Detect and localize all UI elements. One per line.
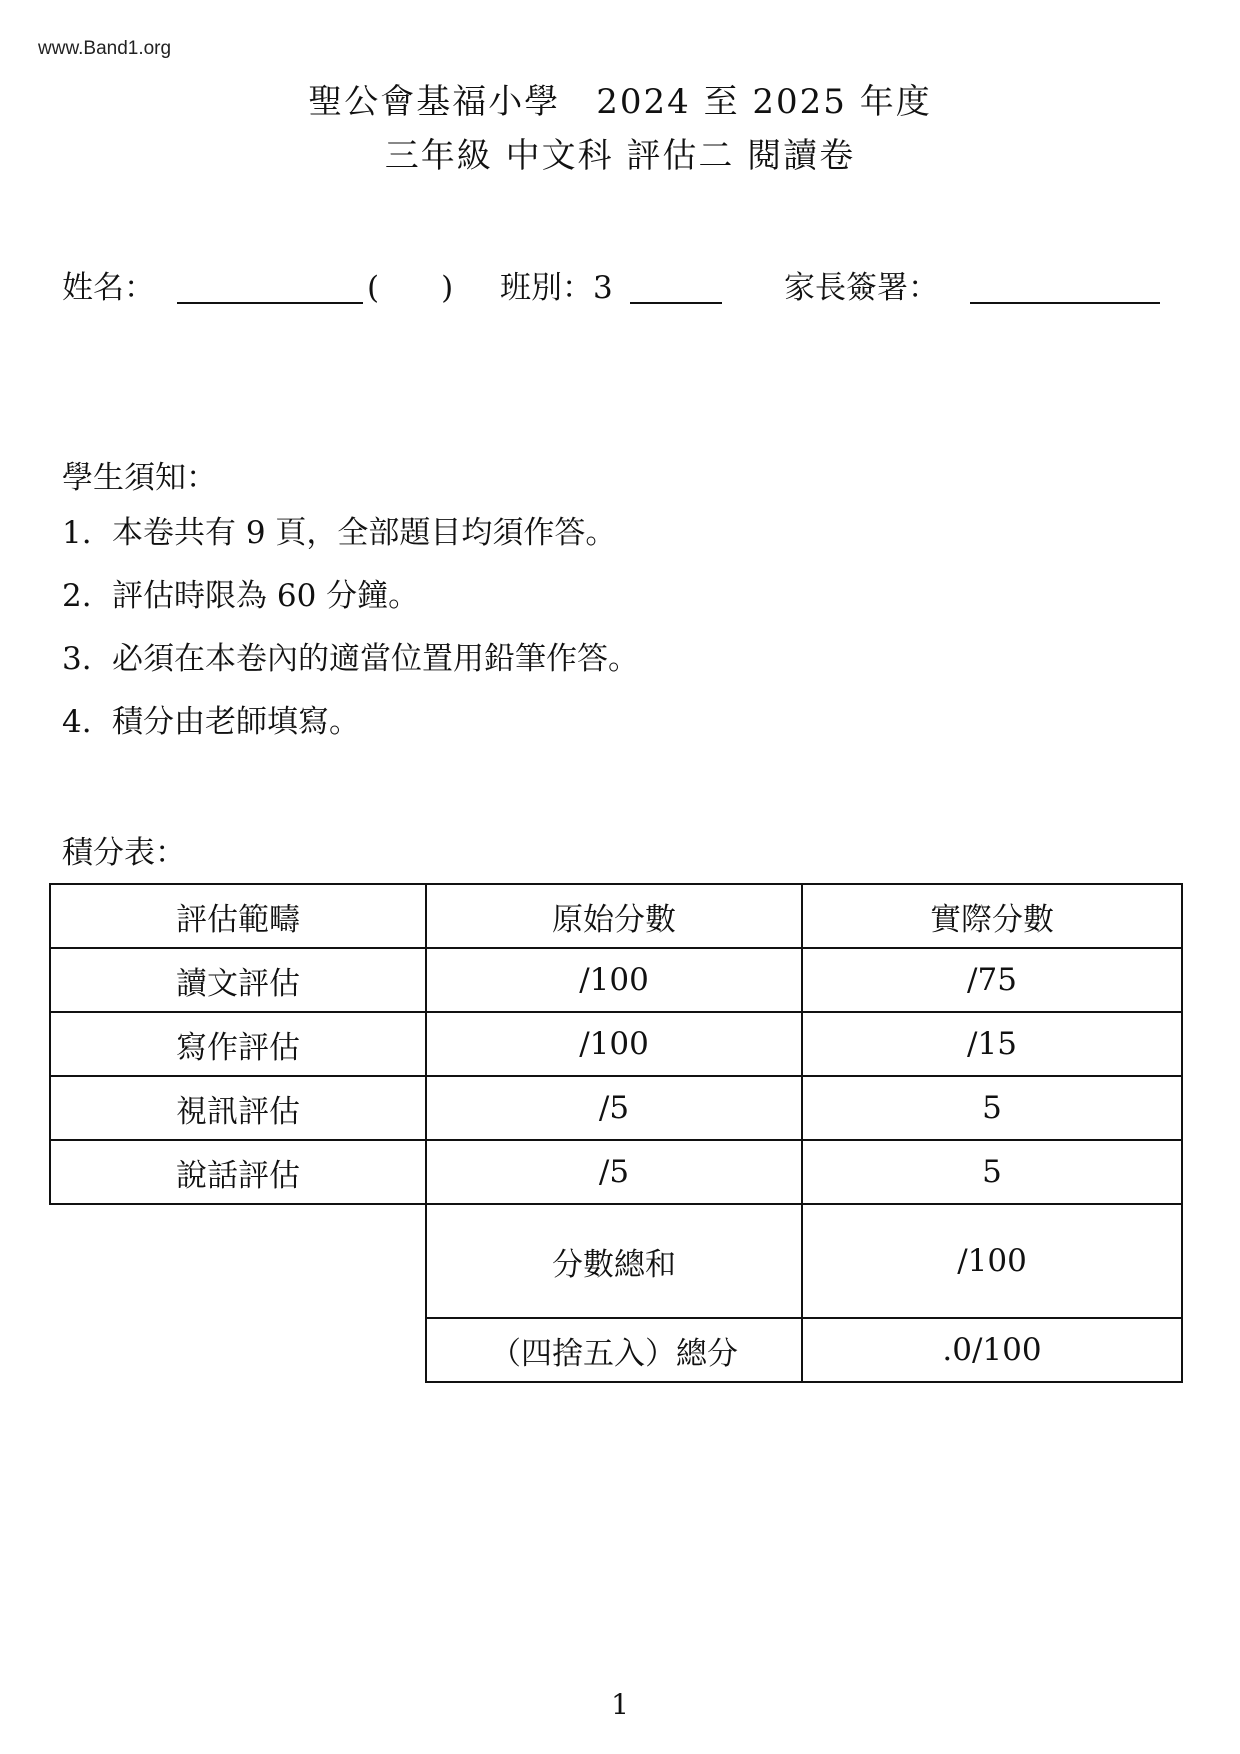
category-cell: 視訊評估 [50,1076,426,1140]
table-header-row [50,884,1182,948]
actual-score-cell[interactable]: 5 [802,1140,1182,1204]
rounded-total-cell[interactable]: .0/100 [802,1318,1182,1382]
parent-signature-label: 家長簽署： [784,270,939,306]
school-year-title: 聖公會基福小學 2024 至 2025 年度 [308,82,932,122]
rounded-total-row [50,1318,1182,1382]
page-number: 1 [611,1688,629,1721]
score-table [49,883,1183,1383]
instructions-title: 學生須知： [62,460,217,496]
actual-score-cell[interactable]: /75 [802,948,1182,1012]
instructions-list [62,512,639,764]
header-raw-score: 原始分數 [426,884,802,948]
raw-score-cell[interactable]: /5 [426,1076,802,1140]
raw-score-cell[interactable]: /100 [426,948,802,1012]
empty-cell [50,1318,426,1382]
instruction-number: 2. [62,578,92,614]
rounded-total-label: （四捨五入）總分 [426,1318,802,1382]
raw-score-cell[interactable]: /5 [426,1140,802,1204]
header-actual-score: 實際分數 [802,884,1182,948]
category-cell: 說話評估 [50,1140,426,1204]
total-row [50,1204,1182,1318]
total-score-cell[interactable]: /100 [802,1204,1182,1318]
parent-signature-field[interactable] [970,272,1160,304]
raw-score-cell[interactable]: /100 [426,1012,802,1076]
table-row [50,1076,1182,1140]
score-table-title: 積分表： [62,835,186,871]
actual-score-cell[interactable]: 5 [802,1076,1182,1140]
student-number-field[interactable]: ( ) [367,270,454,306]
table-row [50,1012,1182,1076]
instruction-text: 積分由老師填寫。 [112,704,360,740]
class-field[interactable] [630,272,722,304]
instruction-number: 1. [62,515,92,551]
website-watermark: www.Band1.org [38,38,172,59]
name-label: 姓名： [62,270,155,306]
instruction-number: 3. [62,641,92,677]
instruction-text: 必須在本卷內的適當位置用鉛筆作答。 [112,641,639,677]
category-cell: 寫作評估 [50,1012,426,1076]
instruction-item [62,701,639,764]
instruction-text: 本卷共有 9 頁，全部題目均須作答。 [112,515,617,551]
instruction-text: 評估時限為 60 分鐘。 [112,578,420,614]
class-label: 班別：3 [500,270,613,306]
name-field[interactable] [177,272,363,304]
header-category: 評估範疇 [50,884,426,948]
instruction-item [62,512,639,575]
total-label: 分數總和 [426,1204,802,1318]
instruction-item [62,638,639,701]
instruction-item [62,575,639,638]
instruction-number: 4. [62,704,92,740]
category-cell: 讀文評估 [50,948,426,1012]
table-row [50,1140,1182,1204]
exam-title: 三年級 中文科 評估二 閱讀卷 [384,136,856,176]
actual-score-cell[interactable]: /15 [802,1012,1182,1076]
empty-cell [50,1204,426,1318]
table-row [50,948,1182,1012]
